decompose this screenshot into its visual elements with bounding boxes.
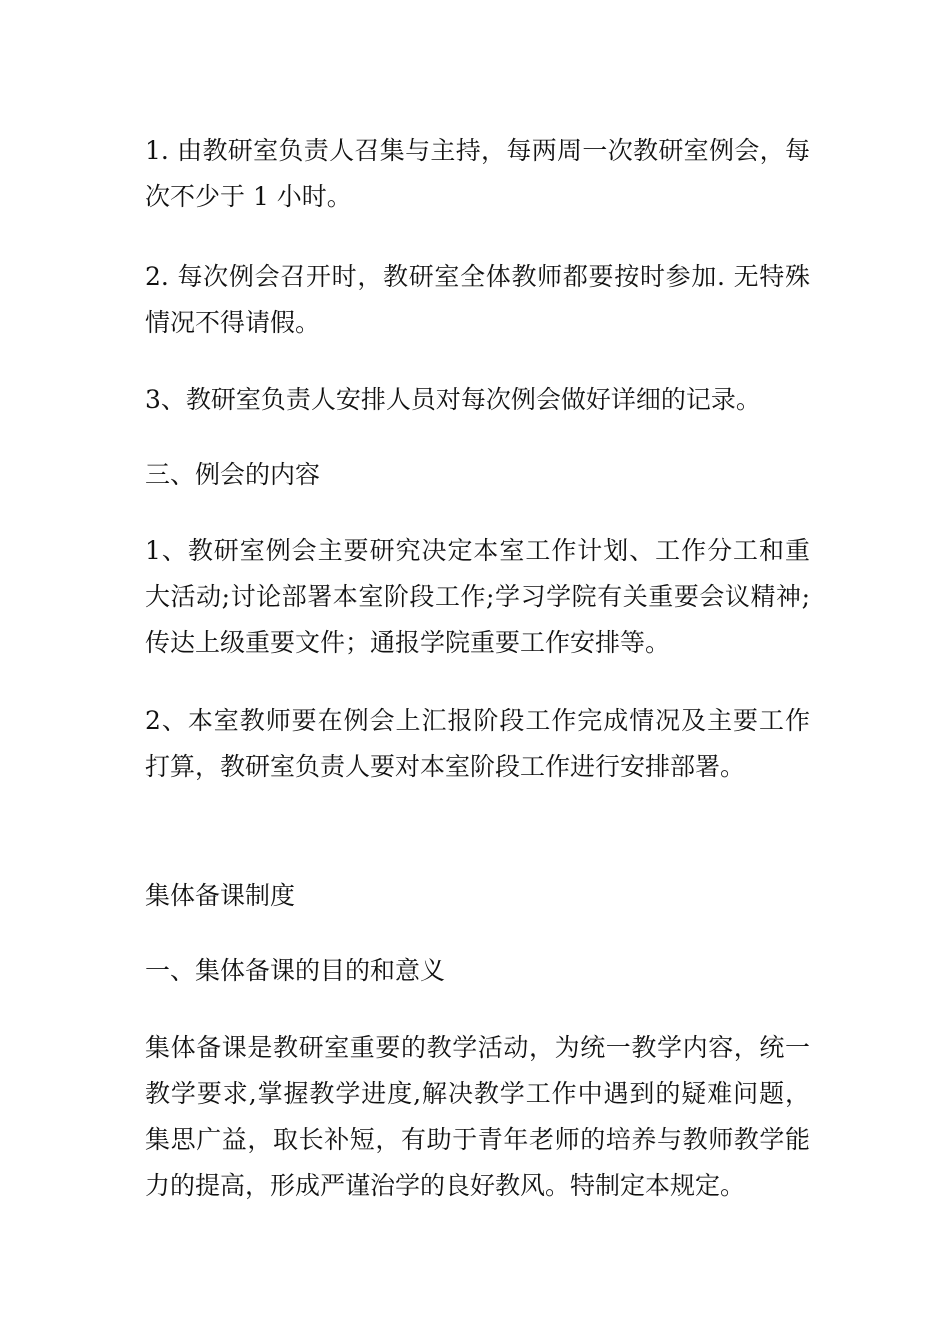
section-heading-meeting-content: 三、例会的内容	[145, 460, 321, 489]
meeting-content-2: 2、本室教师要在例会上汇报阶段工作完成情况及主要工作打算，教研室负责人要对本室阶段工作进行安排部署。	[145, 706, 810, 781]
section-title-collective-lesson-prep: 集体备课制度	[145, 881, 296, 910]
purpose-paragraph: 集体备课是教研室重要的教学活动，为统一教学内容，统一教学要求,掌握教学进度,解决教学工作中遇到的疑难问题，集思广益，取长补短，有助于青年老师的培养与教师教学能力的提高，形成严谨治学的良好教风。特制定本规定。	[145, 1033, 810, 1200]
meeting-rule-1: 1. 由教研室负责人召集与主持，每两周一次教研室例会，每次不少于 1 小时。	[145, 136, 810, 211]
section-heading-purpose: 一、集体备课的目的和意义	[145, 956, 446, 985]
meeting-content-1: 1、教研室例会主要研究决定本室工作计划、工作分工和重大活动;讨论部署本室阶段工作;学习学院有关重要会议精神;传达上级重要文件；通报学院重要工作安排等。	[145, 536, 810, 657]
meeting-rule-2: 2. 每次例会召开时，教研室全体教师都要按时参加. 无特殊情况不得请假。	[145, 262, 810, 337]
meeting-rule-3: 3、教研室负责人安排人员对每次例会做好详细的记录。	[145, 385, 761, 414]
